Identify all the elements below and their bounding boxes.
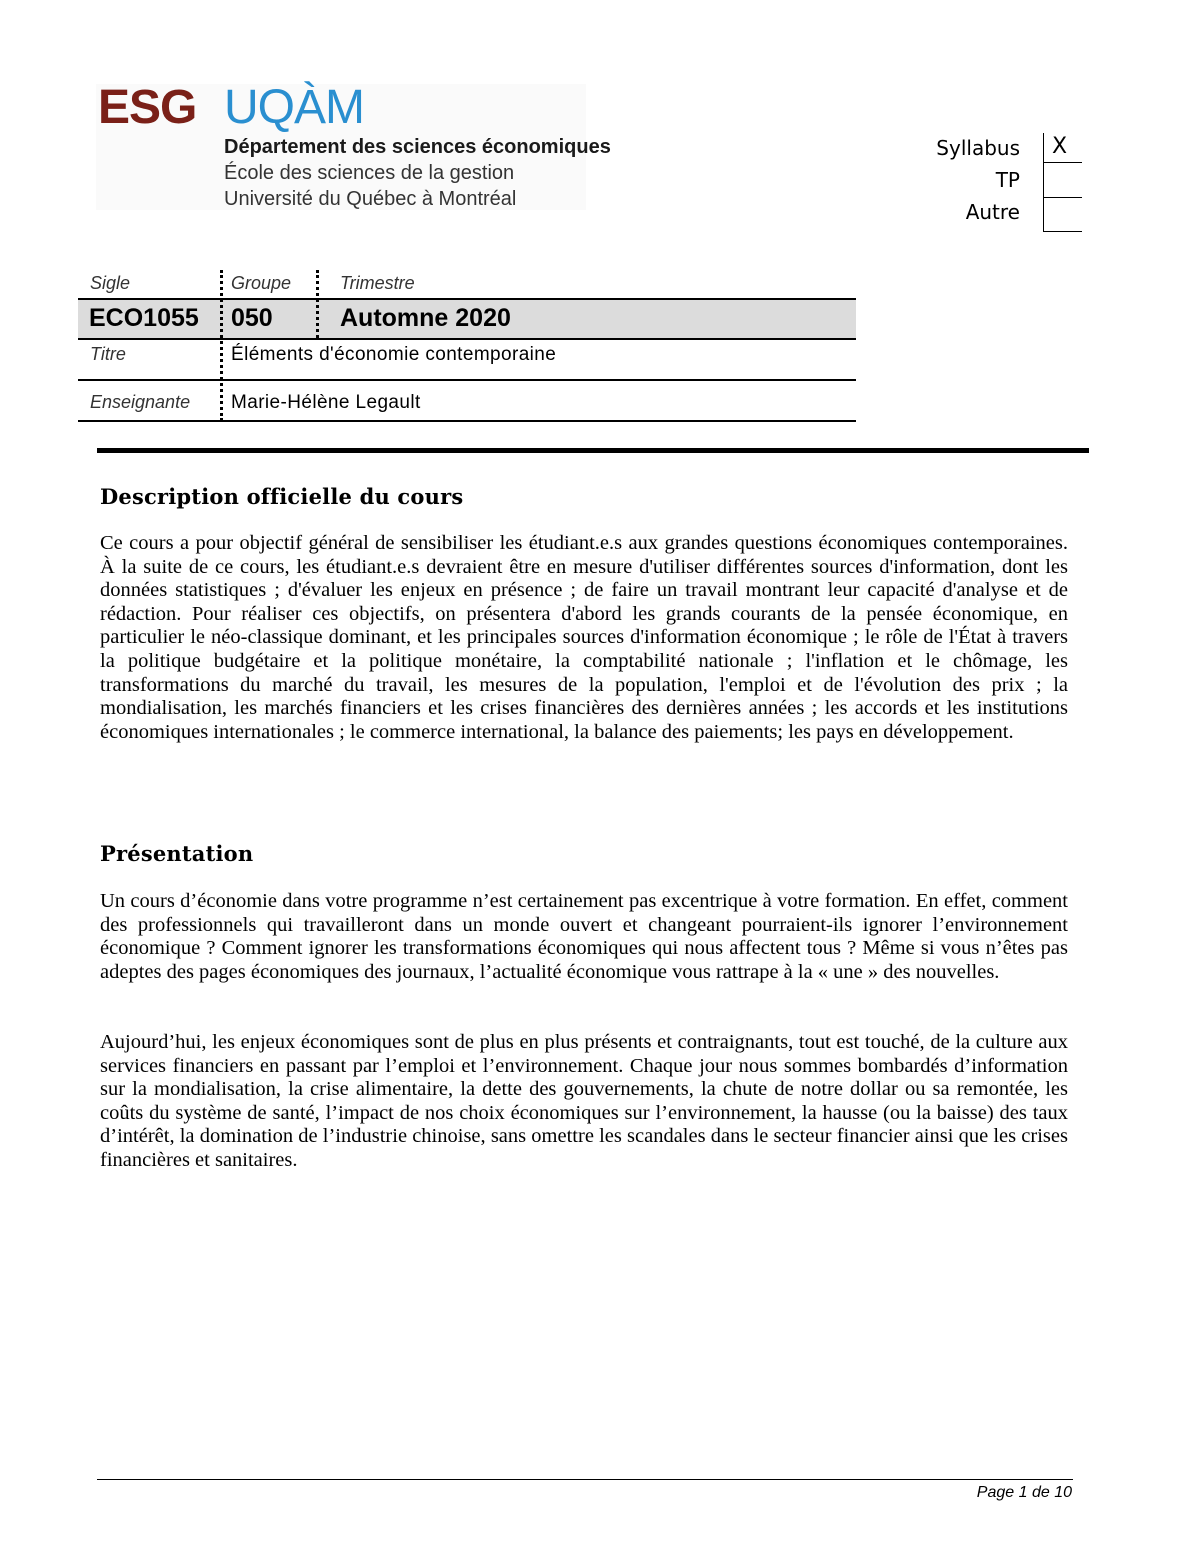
presentation-paragraph-2: Aujourd’hui, les enjeux économiques sont de plus en plus présents et contraignants, tout est touché, de la culture aux services financiers en passant par l’emploi et l’environnement. Chaque jour nous sommes bombardés d’information sur la mondialisation, la crise alimentaire, la dette des gouvernements, la chute de notre dollar ou sa remontée, les coûts du système de santé, l’impact de nos choix économiques sur l’environnement, la hausse (ou la baisse) des taux d’intérêt, la domination de l’industrie chinoise, sans omettre les scandales dans le secteur financier ainsi que les crises financières et sanitaires. — [100, 1031, 1068, 1171]
logo-university: Université du Québec à Montréal — [224, 188, 517, 210]
syllabus-check-mark: X — [1052, 134, 1068, 159]
course-term: Automne 2020 — [340, 304, 511, 332]
description-heading: Description officielle du cours — [100, 484, 464, 509]
column-divider — [220, 270, 223, 421]
groupe-label: Groupe — [231, 273, 292, 293]
course-code: ECO1055 — [89, 304, 199, 332]
course-group: 050 — [231, 304, 273, 332]
instructor-name: Marie-Hélène Legault — [231, 392, 421, 413]
logo-esg: ESG — [98, 81, 197, 134]
sigle-label: Sigle — [90, 273, 131, 293]
doctype-rule — [1043, 231, 1082, 232]
section-separator — [97, 448, 1089, 453]
institution-logo — [96, 81, 611, 210]
doctype-divider — [1043, 133, 1044, 231]
doctype-rule — [1043, 162, 1082, 163]
course-title: Éléments d'économie contemporaine — [231, 344, 557, 365]
page-number: Page 1 de 10 — [976, 1484, 1072, 1501]
trimestre-label: Trimestre — [340, 273, 415, 293]
table-rule — [78, 379, 856, 381]
titre-label: Titre — [90, 344, 126, 364]
document-type-box — [900, 133, 1090, 233]
enseignante-label: Enseignante — [90, 392, 191, 412]
doctype-autre-label: Autre — [965, 200, 1020, 224]
logo-school: École des sciences de la gestion — [224, 162, 515, 184]
logo-uqam: UQÀM — [224, 81, 364, 134]
table-rule — [78, 420, 856, 422]
course-info-table — [78, 270, 856, 426]
description-paragraph: Ce cours a pour objectif général de sensibiliser les étudiant.e.s aux grandes questions économiques contemporaines. À la suite de ce cours, les étudiant.e.s devraient être en mesure d'utiliser différentes sources d'information, dont les données statistiques ; d'évaluer les enjeux en présence ; de faire un travail montrant leur capacité d'analyse et de rédaction. Pour réaliser ces objectifs, on présentera d'abord les grands courants de la pensée économique, en particulier le néo-classique dominant, et les principales sources d'information économique ; le rôle de l'État à travers la politique budgétaire et la politique monétaire, la comptabilité nationale ; l'inflation et le chômage, les transformations du marché du travail, les mesures de la population, l'emploi et de l'évolution des prix ; la mondialisation, les marchés financiers et les crises financières des dernières années ; les accords et les institutions économiques internationales ; le commerce international, la balance des paiements; les pays en développement. — [100, 532, 1068, 743]
presentation-paragraph-1: Un cours d’économie dans votre programme n’est certainement pas excentrique à votre formation. En effet, comment des professionnels qui travailleront dans un monde ouvert et changeant pourraient-ils ignorer l’environnement économique ? Comment ignorer les transformations économiques qui nous affectent tous ? Même si vous n’êtes pas adeptes des pages économiques des journaux, l’actualité économique vous rattrape à la « une » des nouvelles. — [100, 890, 1068, 983]
doctype-syllabus-label: Syllabus — [936, 136, 1020, 160]
doctype-tp-label: TP — [995, 168, 1020, 192]
presentation-heading: Présentation — [100, 841, 254, 866]
doctype-rule — [1043, 197, 1082, 198]
logo-department: Département des sciences économiques — [224, 136, 611, 158]
footer-rule — [97, 1479, 1073, 1480]
column-divider — [316, 270, 319, 338]
